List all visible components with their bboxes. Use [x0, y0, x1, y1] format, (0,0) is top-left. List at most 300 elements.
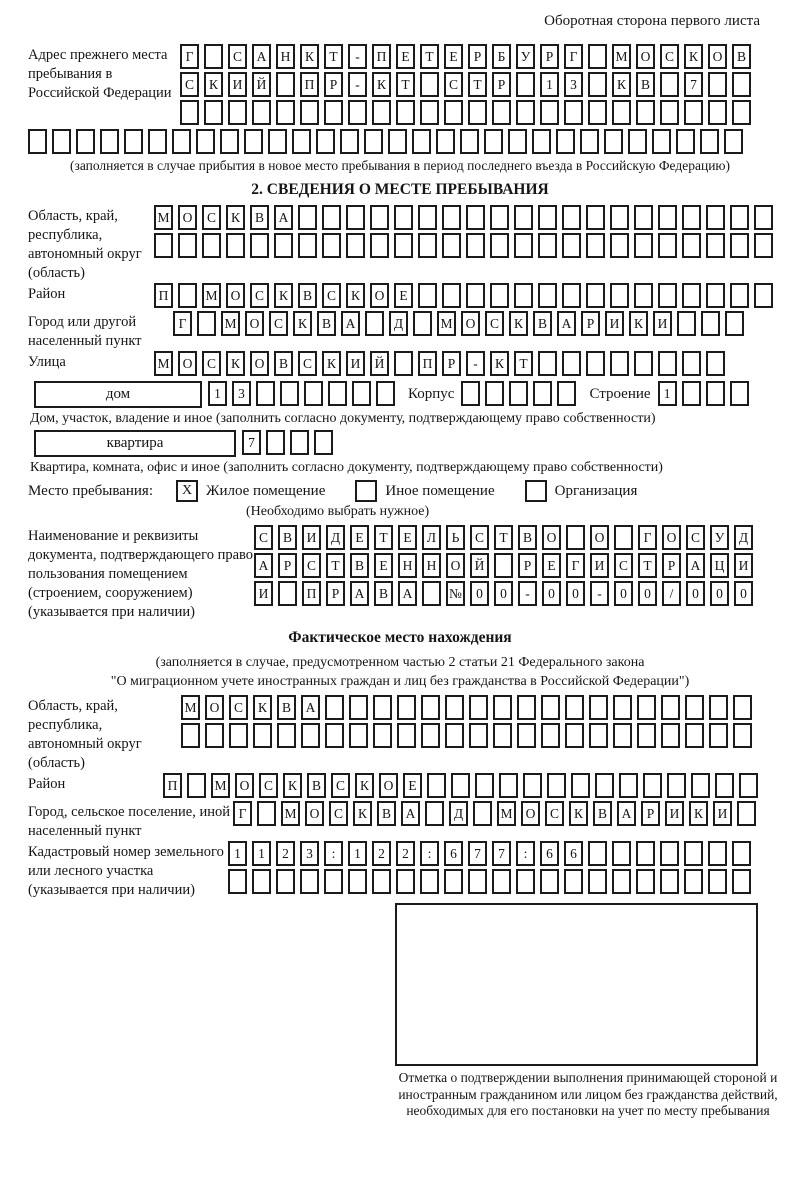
- district-row: [154, 283, 778, 308]
- char-cell: К: [353, 801, 372, 826]
- char-cell: [538, 233, 557, 258]
- house-number-cells: [208, 381, 400, 406]
- char-cell: С: [228, 44, 247, 69]
- char-cell: Е: [444, 44, 463, 69]
- city-label: Город или другой населенный пункт: [28, 314, 142, 349]
- char-cell: В: [732, 44, 751, 69]
- char-cell: [469, 723, 488, 748]
- char-cell: 0: [710, 581, 729, 606]
- char-cell: [314, 430, 333, 455]
- char-cell: И: [653, 311, 672, 336]
- char-cell: [397, 695, 416, 720]
- char-cell: [586, 205, 605, 230]
- char-cell: К: [684, 44, 703, 69]
- house-type-box: [34, 381, 202, 408]
- char-cell: Т: [468, 72, 487, 97]
- char-cell: [588, 100, 607, 125]
- char-cell: [667, 773, 686, 798]
- region-row-1: [154, 205, 778, 230]
- char-cell: 1: [658, 381, 677, 406]
- char-cell: С: [329, 801, 348, 826]
- char-cell: К: [322, 351, 341, 376]
- char-cell: П: [372, 44, 391, 69]
- char-cell: [274, 233, 293, 258]
- char-cell: [492, 100, 511, 125]
- char-cell: И: [713, 801, 732, 826]
- char-cell: П: [302, 581, 321, 606]
- char-cell: [468, 100, 487, 125]
- al-district-row: [163, 773, 763, 798]
- char-cell: О: [590, 525, 609, 550]
- char-cell: [420, 72, 439, 97]
- char-cell: [628, 129, 647, 154]
- char-cell: [610, 283, 629, 308]
- char-cell: Е: [394, 283, 413, 308]
- char-cell: С: [229, 695, 248, 720]
- char-cell: В: [374, 581, 393, 606]
- char-cell: [346, 205, 365, 230]
- char-cell: [533, 381, 552, 406]
- char-cell: [708, 100, 727, 125]
- char-cell: [540, 100, 559, 125]
- char-cell: [372, 869, 391, 894]
- char-cell: В: [533, 311, 552, 336]
- char-cell: [205, 723, 224, 748]
- char-cell: [300, 100, 319, 125]
- cadastral-row-1: [228, 841, 756, 866]
- char-cell: О: [521, 801, 540, 826]
- char-cell: 7: [684, 72, 703, 97]
- apartment-number-cells: [242, 430, 338, 455]
- char-cell: [276, 869, 295, 894]
- cadastral-row-2: [228, 869, 756, 894]
- char-cell: Р: [326, 581, 345, 606]
- char-cell: М: [221, 311, 240, 336]
- char-cell: [732, 72, 751, 97]
- char-cell: [394, 233, 413, 258]
- char-cell: Р: [641, 801, 660, 826]
- char-cell: [100, 129, 119, 154]
- char-cell: 0: [494, 581, 513, 606]
- char-cell: [178, 283, 197, 308]
- char-cell: Р: [468, 44, 487, 69]
- previous-address-row-4: [28, 129, 772, 154]
- char-cell: [660, 841, 679, 866]
- char-cell: П: [154, 283, 173, 308]
- char-cell: [376, 381, 395, 406]
- stay-option-organization-label: Организация: [554, 482, 638, 499]
- char-cell: 7: [242, 430, 261, 455]
- char-cell: [612, 841, 631, 866]
- char-cell: К: [689, 801, 708, 826]
- apartment-row: [34, 430, 772, 458]
- char-cell: О: [178, 205, 197, 230]
- document-field: [28, 525, 772, 622]
- char-cell: К: [283, 773, 302, 798]
- char-cell: О: [245, 311, 264, 336]
- char-cell: [586, 283, 605, 308]
- char-cell: [661, 723, 680, 748]
- char-cell: -: [466, 351, 485, 376]
- char-cell: 2: [372, 841, 391, 866]
- char-cell: [300, 869, 319, 894]
- region-field: [28, 205, 772, 283]
- char-cell: [466, 233, 485, 258]
- char-cell: К: [226, 351, 245, 376]
- apartment-type-label: квартира: [106, 435, 164, 451]
- korpus-cells: [461, 381, 581, 406]
- char-cell: [370, 233, 389, 258]
- document-row-2: [254, 553, 758, 578]
- checkbox-mark: X: [181, 483, 193, 498]
- stay-option-other-checkbox: [355, 480, 377, 502]
- char-cell: [493, 723, 512, 748]
- stay-option-organization-checkbox: [525, 480, 547, 502]
- char-cell: 0: [542, 581, 561, 606]
- char-cell: Д: [734, 525, 753, 550]
- char-cell: А: [401, 801, 420, 826]
- char-cell: [754, 233, 773, 258]
- char-cell: [394, 205, 413, 230]
- char-cell: М: [437, 311, 456, 336]
- char-cell: [396, 100, 415, 125]
- char-cell: [732, 841, 751, 866]
- char-cell: [451, 773, 470, 798]
- char-cell: [364, 129, 383, 154]
- char-cell: В: [377, 801, 396, 826]
- char-cell: У: [516, 44, 535, 69]
- char-cell: [682, 205, 701, 230]
- char-cell: [514, 233, 533, 258]
- char-cell: [730, 205, 749, 230]
- char-cell: [256, 381, 275, 406]
- char-cell: Т: [374, 525, 393, 550]
- char-cell: [427, 773, 446, 798]
- char-cell: [325, 695, 344, 720]
- char-cell: [418, 205, 437, 230]
- char-cell: [732, 100, 751, 125]
- char-cell: [685, 695, 704, 720]
- char-cell: Ц: [710, 553, 729, 578]
- char-cell: О: [235, 773, 254, 798]
- char-cell: [252, 869, 271, 894]
- char-cell: [154, 233, 173, 258]
- char-cell: [685, 723, 704, 748]
- char-cell: [562, 233, 581, 258]
- char-cell: [636, 869, 655, 894]
- char-cell: [228, 100, 247, 125]
- char-cell: [373, 723, 392, 748]
- char-cell: Г: [173, 311, 192, 336]
- stay-type-note: (Необходимо выбрать нужное): [246, 504, 430, 519]
- char-cell: [509, 381, 528, 406]
- char-cell: Р: [442, 351, 461, 376]
- char-cell: [706, 205, 725, 230]
- char-cell: Г: [638, 525, 657, 550]
- char-cell: С: [259, 773, 278, 798]
- char-cell: [564, 100, 583, 125]
- actual-location-title: Фактическое место нахождения: [288, 629, 512, 646]
- char-cell: О: [250, 351, 269, 376]
- char-cell: [517, 695, 536, 720]
- char-cell: П: [300, 72, 319, 97]
- char-cell: [612, 869, 631, 894]
- char-cell: [634, 233, 653, 258]
- char-cell: Т: [420, 44, 439, 69]
- char-cell: И: [346, 351, 365, 376]
- char-cell: [730, 283, 749, 308]
- char-cell: 1: [208, 381, 227, 406]
- char-cell: 0: [638, 581, 657, 606]
- char-cell: [658, 205, 677, 230]
- char-cell: [420, 100, 439, 125]
- char-cell: [290, 430, 309, 455]
- char-cell: Г: [566, 553, 585, 578]
- char-cell: В: [278, 525, 297, 550]
- char-cell: [588, 869, 607, 894]
- char-cell: [445, 695, 464, 720]
- char-cell: [660, 100, 679, 125]
- char-cell: [28, 129, 47, 154]
- char-cell: [253, 723, 272, 748]
- char-cell: [266, 430, 285, 455]
- house-row: [34, 381, 772, 409]
- char-cell: [514, 283, 533, 308]
- char-cell: -: [348, 72, 367, 97]
- char-cell: :: [420, 841, 439, 866]
- char-cell: Р: [662, 553, 681, 578]
- char-cell: [508, 129, 527, 154]
- char-cell: №: [446, 581, 465, 606]
- char-cell: П: [418, 351, 437, 376]
- char-cell: Е: [396, 44, 415, 69]
- char-cell: [475, 773, 494, 798]
- char-cell: 3: [232, 381, 251, 406]
- document-row-3: [254, 581, 758, 606]
- char-cell: [349, 695, 368, 720]
- char-cell: [445, 723, 464, 748]
- char-cell: С: [302, 553, 321, 578]
- char-cell: [469, 695, 488, 720]
- char-cell: [484, 129, 503, 154]
- char-cell: О: [662, 525, 681, 550]
- char-cell: [588, 841, 607, 866]
- char-cell: [682, 351, 701, 376]
- char-cell: К: [629, 311, 648, 336]
- char-cell: О: [446, 553, 465, 578]
- char-cell: [739, 773, 758, 798]
- char-cell: В: [350, 553, 369, 578]
- char-cell: В: [317, 311, 336, 336]
- al-region-field: [28, 695, 772, 773]
- char-cell: [658, 233, 677, 258]
- char-cell: [178, 233, 197, 258]
- char-cell: В: [298, 283, 317, 308]
- char-cell: [365, 311, 384, 336]
- char-cell: [229, 723, 248, 748]
- char-cell: [565, 695, 584, 720]
- stay-option-residential-checkbox: [176, 480, 198, 502]
- char-cell: Р: [278, 553, 297, 578]
- char-cell: [468, 869, 487, 894]
- char-cell: [490, 205, 509, 230]
- char-cell: [324, 100, 343, 125]
- char-cell: -: [518, 581, 537, 606]
- al-region-label: Область, край, республика, автономный округ (область): [28, 698, 142, 771]
- al-district-field: [28, 773, 772, 801]
- previous-address-row-1: [180, 44, 756, 69]
- char-cell: [684, 841, 703, 866]
- char-cell: Б: [492, 44, 511, 69]
- char-cell: [204, 44, 223, 69]
- char-cell: [538, 351, 557, 376]
- char-cell: [444, 100, 463, 125]
- char-cell: [637, 695, 656, 720]
- char-cell: [220, 129, 239, 154]
- char-cell: 1: [540, 72, 559, 97]
- char-cell: [461, 381, 480, 406]
- char-cell: :: [516, 841, 535, 866]
- char-cell: Т: [638, 553, 657, 578]
- char-cell: [180, 100, 199, 125]
- char-cell: О: [205, 695, 224, 720]
- char-cell: [610, 351, 629, 376]
- char-cell: М: [202, 283, 221, 308]
- char-cell: Р: [581, 311, 600, 336]
- document-row-1: [254, 525, 758, 550]
- char-cell: О: [636, 44, 655, 69]
- char-cell: 2: [396, 841, 415, 866]
- char-cell: 1: [348, 841, 367, 866]
- char-cell: [566, 525, 585, 550]
- previous-address-row-3: [180, 100, 756, 125]
- previous-address-caption: (заполняется в случае прибытия в новое место пребывания в период последнего въезда в Российскую Федерацию): [69, 158, 731, 173]
- char-cell: [244, 129, 263, 154]
- char-cell: С: [485, 311, 504, 336]
- char-cell: В: [250, 205, 269, 230]
- char-cell: В: [307, 773, 326, 798]
- char-cell: Н: [422, 553, 441, 578]
- char-cell: [181, 723, 200, 748]
- char-cell: В: [274, 351, 293, 376]
- char-cell: [571, 773, 590, 798]
- char-cell: [444, 869, 463, 894]
- char-cell: Р: [518, 553, 537, 578]
- char-cell: [691, 773, 710, 798]
- char-cell: [636, 841, 655, 866]
- char-cell: М: [612, 44, 631, 69]
- confirmation-stamp-box: [395, 903, 758, 1066]
- confirmation-stamp-caption: Отметка о подтверждении выполнения принимающей стороной и иностранным гражданином или лицом без гражданства действий, необходимых для его постановки на учет по месту пребывания: [398, 1070, 778, 1118]
- char-cell: А: [617, 801, 636, 826]
- char-cell: [516, 869, 535, 894]
- char-cell: [148, 129, 167, 154]
- char-cell: М: [281, 801, 300, 826]
- char-cell: [613, 723, 632, 748]
- al-city-label: Город, сельское поселение, иной населенный пункт: [28, 804, 231, 839]
- char-cell: [442, 283, 461, 308]
- char-cell: [700, 129, 719, 154]
- stay-type-label: Место пребывания:: [28, 482, 153, 499]
- char-cell: А: [301, 695, 320, 720]
- document-label: Наименование и реквизиты документа, подтверждающего право пользования помещением (строением, сооружением) (указывается при наличии): [28, 528, 254, 620]
- char-cell: [276, 72, 295, 97]
- char-cell: Й: [252, 72, 271, 97]
- char-cell: [588, 72, 607, 97]
- char-cell: [733, 723, 752, 748]
- char-cell: :: [324, 841, 343, 866]
- char-cell: [250, 233, 269, 258]
- char-cell: [684, 869, 703, 894]
- char-cell: С: [202, 205, 221, 230]
- char-cell: [340, 129, 359, 154]
- char-cell: [557, 381, 576, 406]
- char-cell: 0: [734, 581, 753, 606]
- char-cell: [257, 801, 276, 826]
- char-cell: Е: [350, 525, 369, 550]
- stay-type-row: [28, 480, 772, 502]
- char-cell: [604, 129, 623, 154]
- char-cell: О: [708, 44, 727, 69]
- char-cell: К: [253, 695, 272, 720]
- char-cell: С: [331, 773, 350, 798]
- char-cell: [562, 205, 581, 230]
- section2-title: 2. СВЕДЕНИЯ О МЕСТЕ ПРЕБЫВАНИЯ: [251, 181, 549, 198]
- char-cell: Е: [398, 525, 417, 550]
- char-cell: [730, 233, 749, 258]
- char-cell: [732, 869, 751, 894]
- char-cell: [278, 581, 297, 606]
- char-cell: Г: [233, 801, 252, 826]
- char-cell: [420, 869, 439, 894]
- char-cell: 1: [252, 841, 271, 866]
- char-cell: Д: [389, 311, 408, 336]
- char-cell: [292, 129, 311, 154]
- char-cell: [708, 841, 727, 866]
- char-cell: [425, 801, 444, 826]
- char-cell: [586, 351, 605, 376]
- char-cell: [493, 695, 512, 720]
- char-cell: С: [298, 351, 317, 376]
- char-cell: А: [274, 205, 293, 230]
- char-cell: [682, 283, 701, 308]
- char-cell: [658, 351, 677, 376]
- char-cell: К: [346, 283, 365, 308]
- char-cell: О: [226, 283, 245, 308]
- char-cell: [316, 129, 335, 154]
- char-cell: [516, 100, 535, 125]
- char-cell: 0: [470, 581, 489, 606]
- char-cell: [352, 381, 371, 406]
- char-cell: [523, 773, 542, 798]
- char-cell: С: [180, 72, 199, 97]
- char-cell: [466, 283, 485, 308]
- char-cell: [676, 129, 695, 154]
- char-cell: 6: [564, 841, 583, 866]
- char-cell: О: [542, 525, 561, 550]
- char-cell: К: [204, 72, 223, 97]
- char-cell: [517, 723, 536, 748]
- char-cell: К: [612, 72, 631, 97]
- char-cell: Р: [324, 72, 343, 97]
- char-cell: 6: [444, 841, 463, 866]
- char-cell: О: [178, 351, 197, 376]
- char-cell: [268, 129, 287, 154]
- char-cell: И: [665, 801, 684, 826]
- char-cell: [418, 283, 437, 308]
- char-cell: [658, 283, 677, 308]
- char-cell: [730, 381, 749, 406]
